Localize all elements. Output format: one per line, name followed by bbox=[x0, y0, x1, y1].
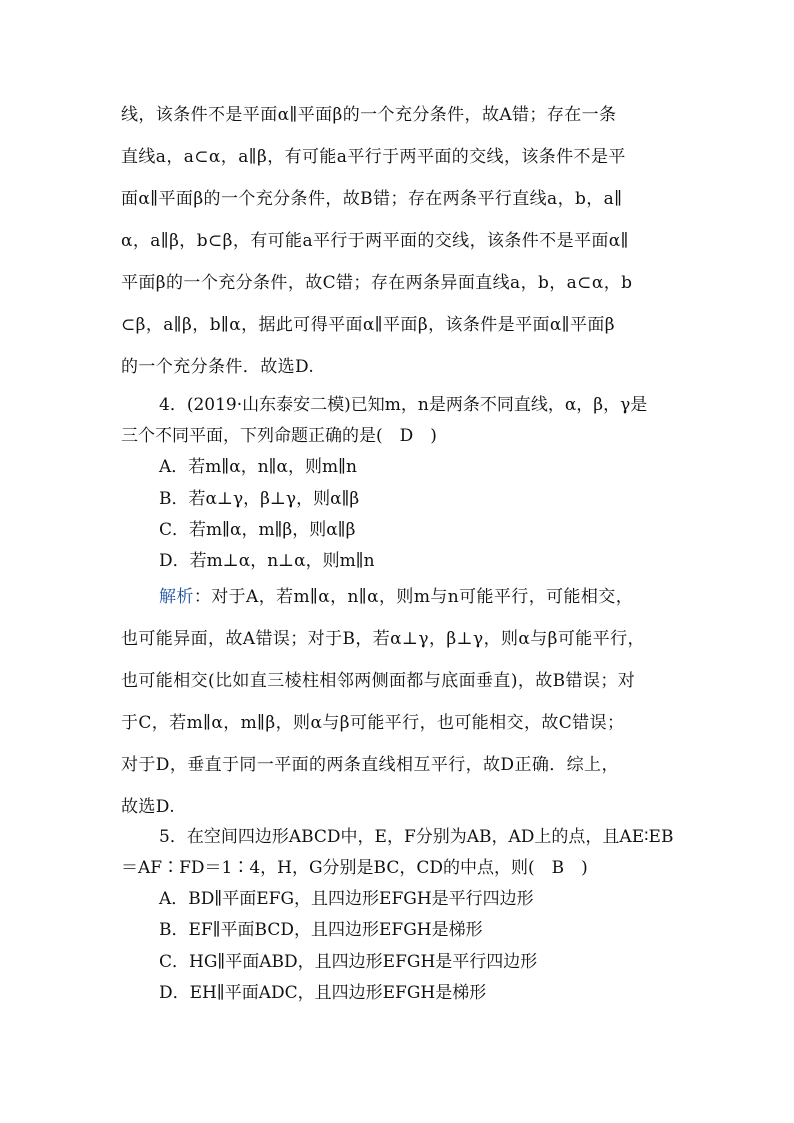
question5-option-d: D．EH∥平面ADC，且四边形EFGH是梯形 bbox=[159, 983, 487, 1003]
question4-analysis-line-6: 故选D. bbox=[121, 797, 176, 817]
question4-analysis-line-4: 于C，若m∥α，m∥β，则α与β可能平行，也可能相交，故C错误； bbox=[121, 713, 625, 733]
question5-option-c: C．HG∥平面ABD，且四边形EFGH是平行四边形 bbox=[159, 952, 538, 972]
question5-stem-line-1: 5．在空间四边形ABCD中，E，F分别为AB，AD上的点，且AE∶EB bbox=[159, 827, 674, 847]
solution3-line-3: 面α∥平面β的一个充分条件，故B错；存在两条平行直线a，b，a∥ bbox=[121, 189, 623, 209]
solution3-line-7: 的一个充分条件．故选D. bbox=[121, 357, 315, 377]
question4-stem-line-2: 三个不同平面，下列命题正确的是( D ) bbox=[121, 426, 437, 446]
question4-analysis-line-1 bbox=[159, 586, 633, 608]
solution3-line-5: 平面β的一个充分条件，故C错；存在两条异面直线a，b，a⊂α，b bbox=[121, 273, 633, 293]
question4-option-d: D．若m⊥α，n⊥α，则m∥n bbox=[159, 551, 375, 571]
analysis-first-line-text: ：对于A，若m∥α，n∥α，则m与n可能平行，可能相交， bbox=[193, 587, 634, 607]
question5-option-a: A．BD∥平面EFG，且四边形EFGH是平行四边形 bbox=[159, 889, 534, 909]
question4-stem-line-1: 4．(2019·山东泰安二模)已知m，n是两条不同直线，α，β，γ是 bbox=[159, 395, 648, 415]
question5-option-b: B．EF∥平面BCD，且四边形EFGH是梯形 bbox=[159, 920, 483, 940]
question4-option-a: A．若m∥α，n∥α，则m∥n bbox=[159, 457, 357, 477]
analysis-label: 解析 bbox=[159, 587, 194, 607]
question4-analysis-line-2: 也可能异面，故A错误；对于B，若α⊥γ，β⊥γ，则α与β可能平行， bbox=[121, 629, 645, 649]
question4-option-b: B．若α⊥γ，β⊥γ，则α∥β bbox=[159, 489, 360, 509]
solution3-line-2: 直线a，a⊂α，a∥β，有可能a平行于两平面的交线，该条件不是平 bbox=[121, 147, 626, 167]
question4-analysis-line-5: 对于D，垂直于同一平面的两条直线相互平行，故D正确．综上， bbox=[121, 755, 619, 775]
question4-analysis-line-3: 也可能相交(比如直三棱柱相邻两侧面都与底面垂直)，故B错误；对 bbox=[121, 671, 636, 691]
question4-option-c: C．若m∥α，m∥β，则α∥β bbox=[159, 520, 356, 540]
solution3-line-4: α，a∥β，b⊂β，有可能a平行于两平面的交线，该条件不是平面α∥ bbox=[121, 231, 629, 251]
solution3-line-6: ⊂β，a∥β，b∥α，据此可得平面α∥平面β，该条件是平面α∥平面β bbox=[121, 315, 616, 335]
solution3-line-1: 线，该条件不是平面α∥平面β的一个充分条件，故A错；存在一条 bbox=[121, 105, 617, 125]
question5-stem-line-2: ＝AF∶FD＝1∶4，H，G分别是BC，CD的中点，则( B ) bbox=[121, 858, 588, 878]
